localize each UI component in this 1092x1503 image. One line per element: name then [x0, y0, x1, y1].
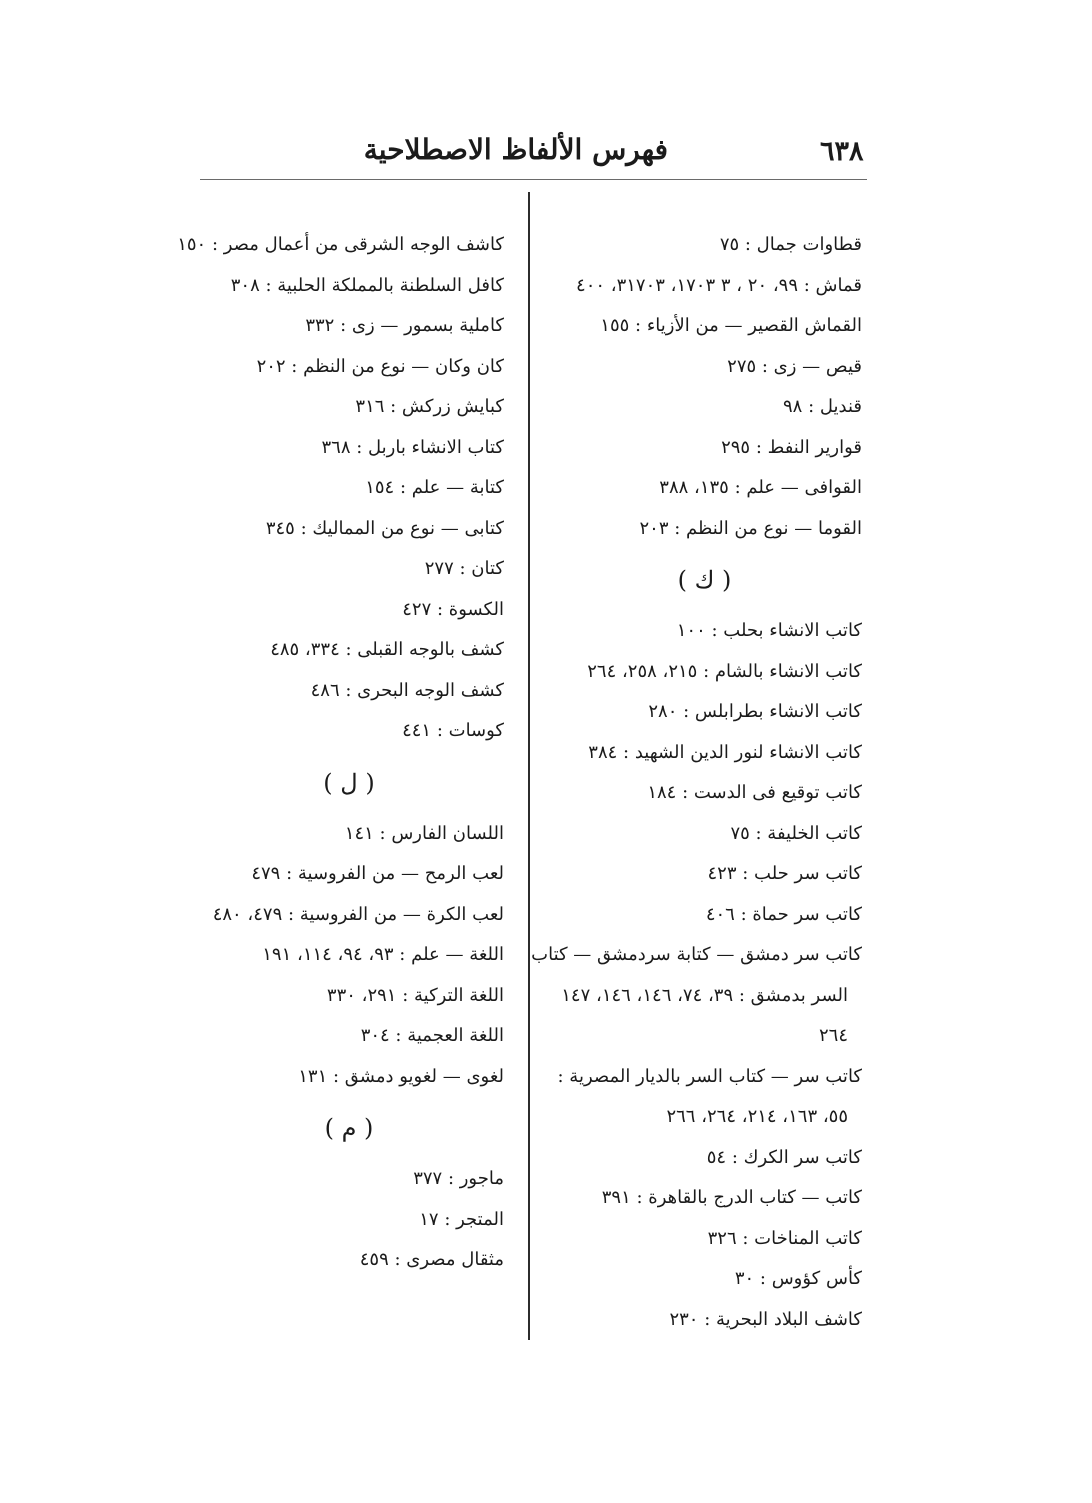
- page-number: ٦٣٨: [820, 136, 864, 167]
- index-entry: ماجور : ٣٧٧: [413, 1168, 504, 1189]
- index-entry: كاتب الانشاء بحلب : ١٠٠: [676, 620, 862, 641]
- index-entry: كاشف الوجه الشرقى من أعمال مصر : ١٥٠: [177, 234, 504, 255]
- index-entry: القوافى — علم : ١٣٥، ٣٨٨: [659, 477, 862, 498]
- index-entry: اللغة — علم : ٩٣، ٩٤، ١١٤، ١٩١: [262, 944, 504, 965]
- index-entry: كشف بالوجه القبلى : ٣٣٤، ٤٨٥: [270, 639, 504, 660]
- column-divider: [528, 192, 530, 1340]
- index-entry: كاتب سر دمشق — كتابة سردمشق — كتاب: [531, 944, 862, 965]
- index-entry: لعب الكرة — من الفروسية : ٤٧٩، ٤٨٠: [212, 903, 504, 925]
- index-entry: قنديل : ٩٨: [783, 396, 862, 417]
- index-entry: كاشف البلاد البحرية : ٢٣٠: [669, 1308, 862, 1330]
- index-entry: قطاوات جمال : ٧٥: [719, 234, 862, 255]
- index-entry: كاتب الانشاء بطرابلس : ٢٨٠: [648, 701, 862, 722]
- index-entry: قيص — زى : ٢٧٥: [727, 355, 862, 377]
- index-entry: مثقال مصرى : ٤٥٩: [359, 1249, 504, 1270]
- index-entry: الكسوة : ٤٢٧: [402, 598, 504, 620]
- index-entry: كاتب الانشاء بالشام : ٢١٥، ٢٥٨، ٢٦٤: [587, 660, 862, 682]
- index-entry: كاملية بسمور — زى : ٣٣٢: [305, 315, 504, 336]
- index-entry: كتابى — نوع من المماليك : ٣٤٥: [265, 517, 504, 539]
- index-entry: القماش القصير — من الأزياء : ١٥٥: [600, 315, 862, 336]
- index-entry: القوما — نوع من النظم : ٢٠٣: [639, 517, 862, 539]
- index-entry: كافل السلطنة بالمملكة الحلبية : ٣٠٨: [230, 274, 504, 296]
- index-entry: كشف الوجه البحرى : ٤٨٦: [310, 679, 504, 701]
- index-entry: المتجر : ١٧: [419, 1208, 504, 1230]
- left-column: [177, 225, 504, 1281]
- section-letter-heading: ( م ): [324, 1114, 374, 1142]
- right-column: [531, 225, 862, 1340]
- index-entry: اللسان الفارس : ١٤١: [344, 822, 504, 844]
- index-entry: قماش : ٩٩، ٢٠ ، ٣ ١٧٠٣، ٣١٧٠٣، ٤٠٠: [576, 274, 862, 296]
- index-entry: كبايش زركش : ٣١٦: [355, 396, 504, 417]
- index-entry: كاتب سر الكرك : ٥٤: [706, 1146, 862, 1168]
- page-title: فهرس الألفاظ الاصطلاحية: [363, 133, 668, 166]
- index-entry: كتاب الانشاء باربل : ٣٦٨: [321, 436, 504, 458]
- index-entry: لعب الرمح — من الفروسية : ٤٧٩: [251, 863, 504, 884]
- index-entry: كتابة — علم : ١٥٤: [365, 477, 504, 498]
- index-entry: كأس كؤوس : ٣٠: [734, 1268, 862, 1289]
- index-entry: كتان : ٢٧٧: [424, 558, 504, 579]
- index-entry-continuation: ٢٦٤: [818, 1025, 848, 1046]
- index-entry: كاتب المناخات : ٣٢٦: [707, 1227, 862, 1249]
- header-rule: [200, 179, 867, 180]
- index-entry: كاتب — كتاب الدرج بالقاهرة : ٣٩١: [601, 1187, 862, 1208]
- index-entry: كاتب سر حماة : ٤٠٦: [705, 903, 862, 925]
- index-entry: كاتب الخليفة : ٧٥: [730, 822, 862, 844]
- index-entry-continuation: السر بدمشق : ٣٩، ٧٤، ١٤٦، ١٤٦، ١٤٧: [561, 984, 848, 1006]
- index-entry: كان وكان — نوع من النظم : ٢٠٢: [256, 355, 504, 377]
- index-entry-continuation: ٥٥، ١٦٣، ٢١٤، ٢٦٤، ٢٦٦: [666, 1106, 848, 1127]
- index-entry: كاتب توقيع فى الدست : ١٨٤: [647, 782, 862, 803]
- index-entry: كاتب الانشاء لنور الدين الشهيد : ٣٨٤: [588, 741, 862, 763]
- index-entry: كاتب سر حلب : ٤٢٣: [707, 863, 862, 884]
- index-entry: قوارير النفط : ٢٩٥: [721, 436, 862, 458]
- index-entry: كوسات : ٤٤١: [402, 720, 504, 741]
- section-letter-heading: ( ك ): [677, 566, 732, 594]
- index-entry: اللغة التركية : ٢٩١، ٣٣٠: [326, 984, 504, 1006]
- index-entry: اللغة العجمية : ٣٠٤: [360, 1025, 504, 1046]
- index-entry: لغوى — لغويو دمشق : ١٣١: [298, 1065, 504, 1087]
- index-entry: كاتب سر — كتاب السر بالديار المصرية :: [557, 1065, 862, 1087]
- section-letter-heading: ( ل ): [323, 768, 375, 797]
